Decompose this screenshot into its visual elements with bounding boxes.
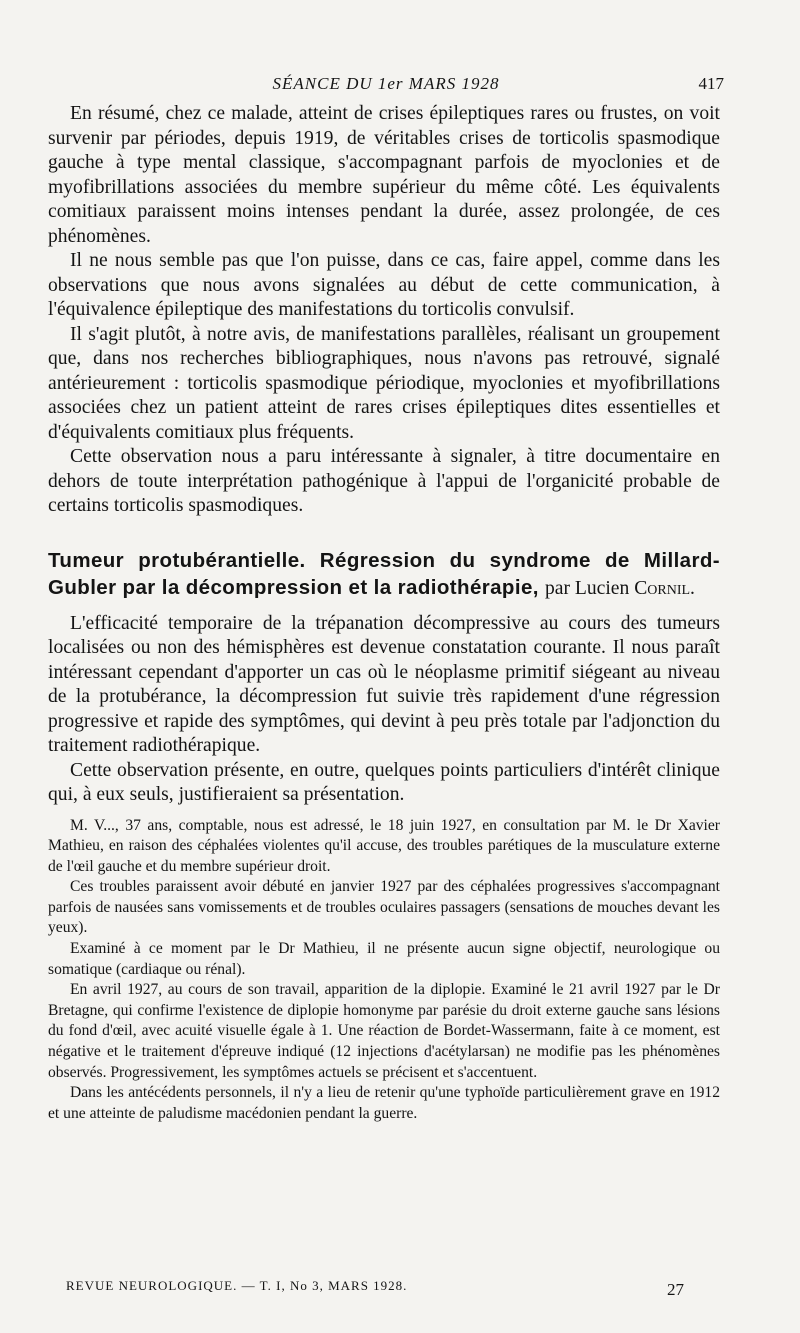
main-text <box>48 102 720 1124</box>
page-footer <box>66 1276 684 1300</box>
byline-prefix: par Lucien <box>544 577 630 599</box>
journal-reference: REVUE NEUROLOGIQUE. — T. I, No 3, MARS 1928. <box>66 1278 408 1293</box>
byline-end: . <box>690 577 695 599</box>
paragraph: Il s'agit plutôt, à notre avis, de manifestations parallèles, réalisant un groupement que, dans nos recherches bibliographiques, nous n'avons pas retrouvé, signalé antérieurement : torticolis spasmodique périodique, myoclonies et myofibrillations associées chez un patient atteint de rares crises épileptiques dites essentielles et d'équivalents comitiaux plus fréquents. <box>48 323 720 443</box>
author-name: Cornil <box>634 577 691 599</box>
section-heading <box>48 547 720 602</box>
case-paragraph: En avril 1927, au cours de son travail, apparition de la diplopie. Examiné le 21 avril 1927 par le Dr Bretagne, qui confirme l'existence de diplopie homonyme par parésie du droit externe gauche sans lésions du fond d'œil, avec acuité visuelle égale à 1. Une réaction de Bordet-Wassermann, faite à ce moment, est négative et le traitement d'épreuve indiqué (12 injections d'acétylarsan) ne modifie pas les phénomènes observés. Progressivement, les symptômes actuels se précisent et s'accentuent. <box>48 981 720 1081</box>
paragraph: Cette observation nous a paru intéressante à signaler, à titre documentaire en dehors de toute interprétation pathogénique à l'appui de l'organicité probable de certains torticolis spasmodiques. <box>48 446 720 516</box>
case-paragraph: M. V..., 37 ans, comptable, nous est adressé, le 18 juin 1927, en consultation par M. le Dr Xavier Mathieu, en raison des céphalées violentes qu'il accuse, des troubles parétiques de la musculature externe de l'œil gauche et du membre supérieur droit. <box>48 816 720 875</box>
case-paragraph: Examiné à ce moment par le Dr Mathieu, il ne présente aucun signe objectif, neurologique ou somatique (cardiaque ou rénal). <box>48 940 720 978</box>
section-title: Tumeur protubérantielle. Régression du syndrome de Millard-Gubler par la décompression et la radiothérapie, <box>48 548 720 599</box>
page-number: 417 <box>698 74 724 93</box>
paragraph: Il ne nous semble pas que l'on puisse, dans ce cas, faire appel, comme dans les observations que nous avons signalées au début de cette communication, à l'équivalence épileptique des manifestations du torticolis convulsif. <box>48 250 720 320</box>
byline <box>545 578 695 599</box>
running-title: SÉANCE DU 1er MARS 1928 <box>272 74 500 93</box>
paragraph: Cette observation présente, en outre, quelques points particuliers d'intérêt clinique qui, à eux seuls, justifieraient sa présentation. <box>48 759 720 805</box>
case-paragraph: Dans les antécédents personnels, il n'y a lieu de retenir qu'une typhoïde particulièrement grave en 1912 et une atteinte de paludisme macédonien pendant la guerre. <box>48 1084 720 1122</box>
case-report <box>48 816 720 1125</box>
paragraph: En résumé, chez ce malade, atteint de crises épileptiques rares ou frustes, on voit survenir par périodes, depuis 1919, de véritables crises de torticolis spasmodique gauche à type mental classique, s'accompagnant parfois de myoclonies et de myofibrillations associées du membre supérieur du même côté. Les équivalents comitiaux paraissent moins intenses pendant la durée, assez prolongée, de ces phénomènes. <box>48 103 720 247</box>
case-paragraph: Ces troubles paraissent avoir débuté en janvier 1927 par des céphalées progressives s'accompagnant parfois de nausées sans vomissements et de troubles oculaires passagers (sensations de mouches devant les yeux). <box>48 878 720 937</box>
page-header <box>48 70 724 98</box>
sheet-number: 27 <box>667 1280 684 1299</box>
paragraph: L'efficacité temporaire de la trépanation décompressive au cours des tumeurs localisées ou non des hémisphères est devenue constatation courante. Il nous paraît intéressant cependant d'apporter un cas où le néoplasme primitif siégeant au niveau de la protubérance, la décompression fut suivie très rapidement d'une régression progressive et rapide des symptômes, qui devint à peu près totale par l'adjonction du traitement radiothérapique. <box>48 612 720 756</box>
